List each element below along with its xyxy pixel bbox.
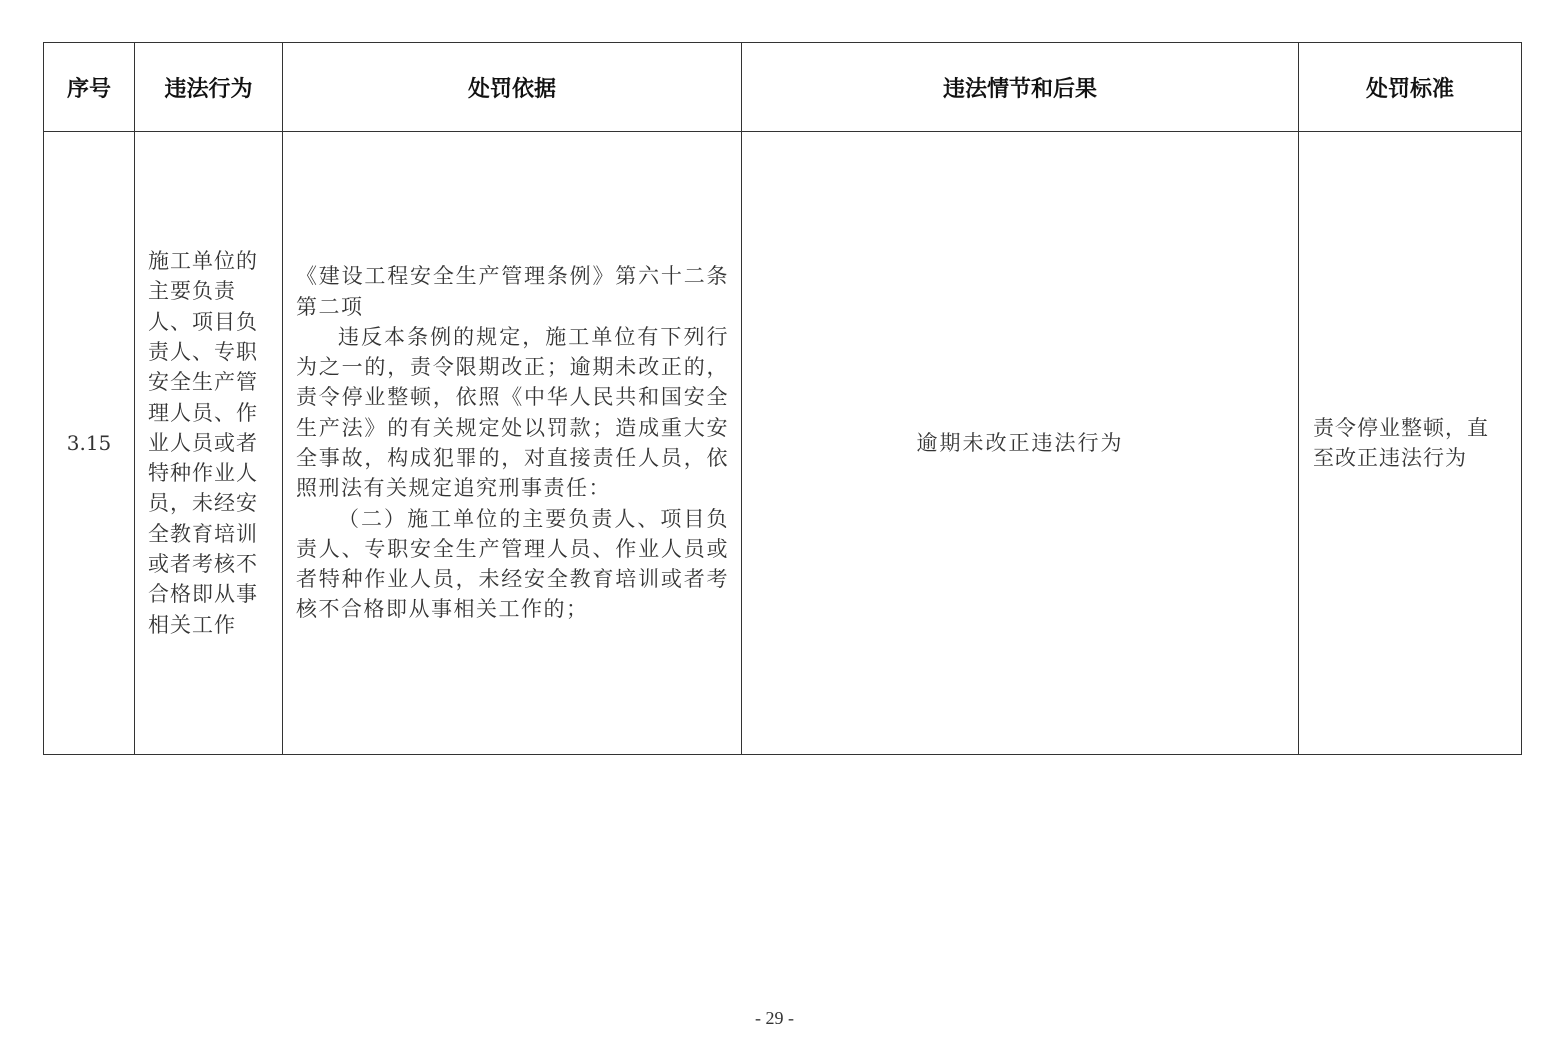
- basis-regulation-title: 《建设工程安全生产管理条例》第六十二条第二项: [296, 264, 729, 319]
- table-row: [44, 132, 1522, 755]
- cell-violation: [135, 132, 283, 755]
- penalty-table: [43, 42, 1522, 755]
- cell-penalty-basis: [283, 132, 742, 755]
- header-row: [44, 43, 1522, 132]
- violation-text: 施工单位的主要负责人、项目负责人、专职安全生产管理人员、作业人员或者特种作业人员，未经安全教育培训或者考核不合格即从事相关工作: [148, 249, 258, 637]
- header-serial-number: 序号: [44, 43, 135, 132]
- header-violation: 违法行为: [135, 43, 283, 132]
- cell-circumstances-consequences: 逾期未改正违法行为: [742, 132, 1299, 755]
- cell-penalty-standard: 责令停业整顿，直至改正违法行为: [1299, 132, 1522, 755]
- header-penalty-standard: 处罚标准: [1299, 43, 1522, 132]
- header-circumstances-consequences: 违法情节和后果: [742, 43, 1299, 132]
- basis-clause: （二）施工单位的主要负责人、项目负责人、专职安全生产管理人员、作业人员或者特种作业人员，未经安全教育培训或者考核不合格即从事相关工作的；: [296, 506, 729, 622]
- cell-serial-number: 3.15: [44, 132, 135, 755]
- basis-paragraph: 违反本条例的规定，施工单位有下列行为之一的，责令限期改正；逾期未改正的，责令停业整顿，依照《中华人民共和国安全生产法》的有关规定处以罚款；造成重大安全事故，构成犯罪的，对直接责任人员，依照刑法有关规定追究刑事责任：: [296, 324, 729, 501]
- table-header: [44, 43, 1522, 132]
- table-body: [44, 132, 1522, 755]
- header-penalty-basis: 处罚依据: [283, 43, 742, 132]
- page-number: - 29 -: [755, 1008, 794, 1028]
